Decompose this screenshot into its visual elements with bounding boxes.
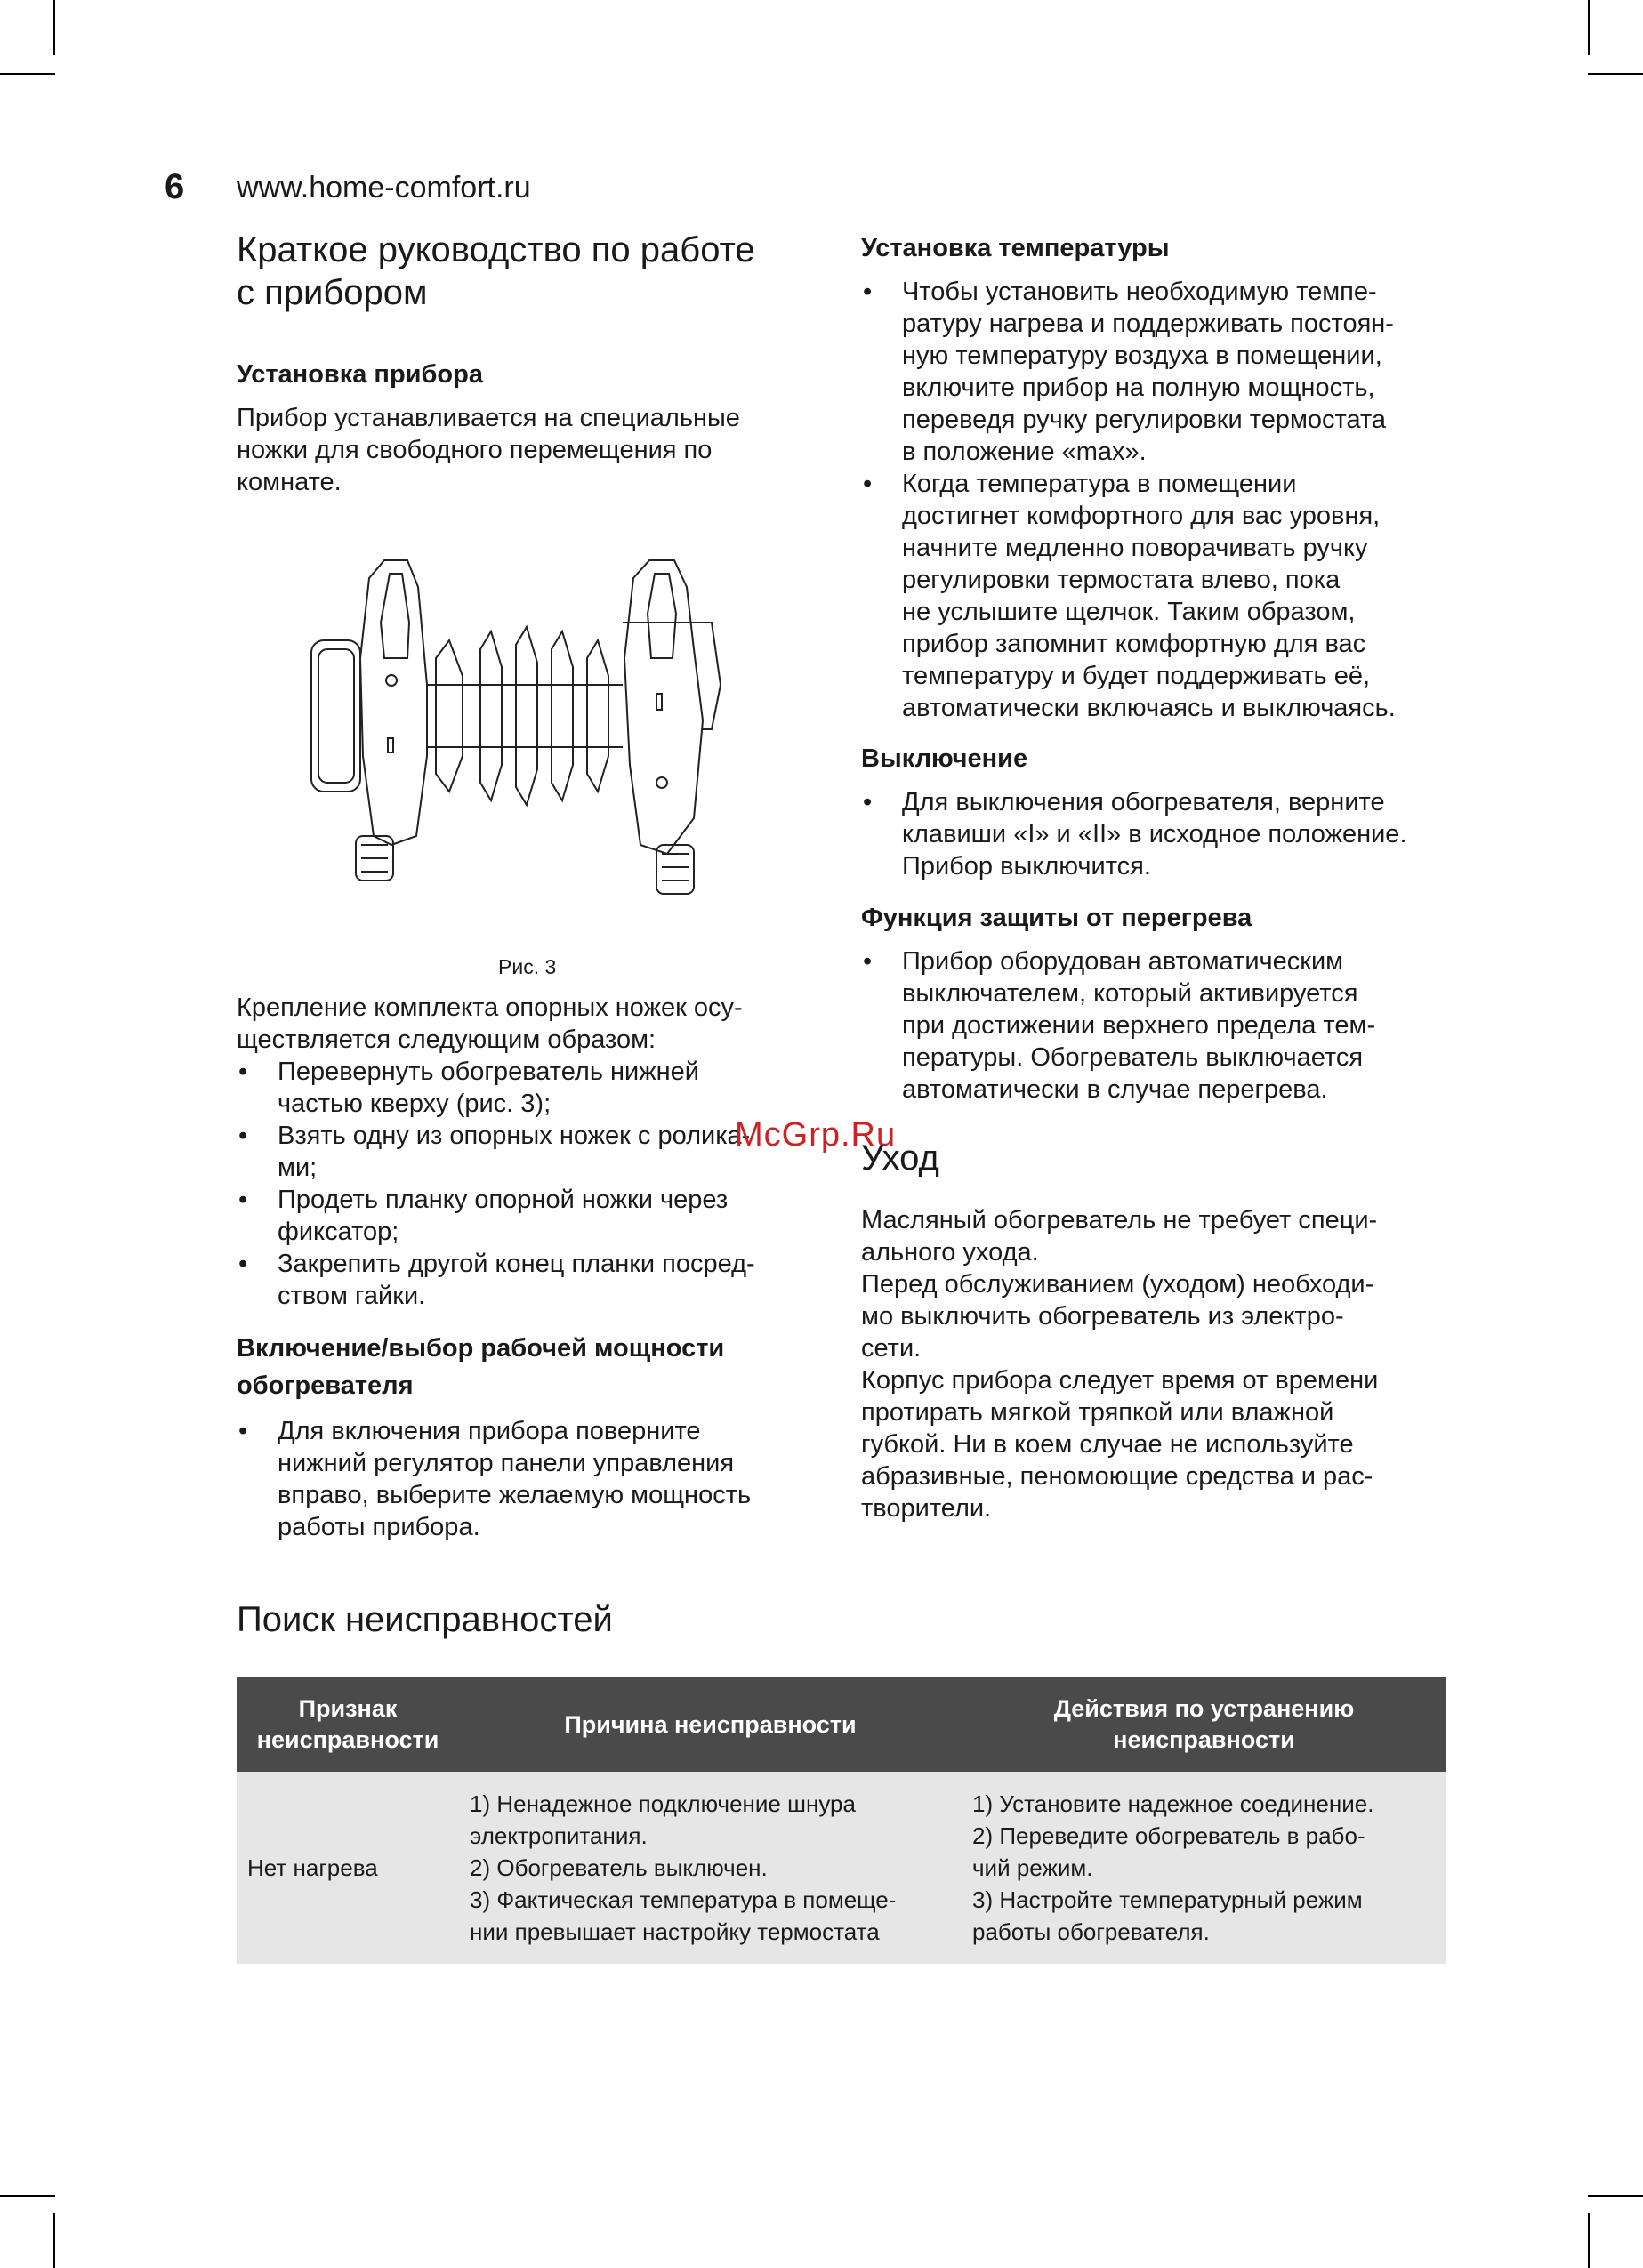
temperature-section (861, 229, 1448, 724)
list-item: • Прибор оборудован автоматическим выключателем, который активируется при достижении верхнего предела тем- пературы. Обогреватель выключается автоматически в случае перегрева. (861, 945, 1448, 1106)
column-header: Действия по устранению неисправности (962, 1677, 1446, 1772)
off-heading: Выключение (861, 744, 1028, 773)
temperature-heading: Установка температуры (861, 234, 1170, 262)
symptom-cell: Нет нагрева (237, 1772, 459, 1964)
text-line: ществляется следующим образом: (237, 1025, 656, 1054)
text-line: абразивные, пеномоющие средства и рас- (861, 1462, 1373, 1491)
list-item: • Для выключения обогревателя, верните клавиши «I» и «II» в исходное положение. Прибор выключится. (861, 786, 1448, 882)
care-heading: Уход (861, 1138, 939, 1178)
text-line: Перед обслуживанием (уходом) необходи- (861, 1270, 1374, 1299)
title-line: с прибором (237, 273, 428, 312)
site-url: www.home-comfort.ru (237, 171, 531, 205)
install-heading: Установка прибора (237, 360, 483, 389)
crop-mark (1588, 73, 1643, 75)
legs-steps-list (237, 1056, 815, 1312)
text-line: губкой. Ни в коем случае не используйте (861, 1430, 1354, 1459)
power-list (237, 1415, 815, 1543)
list-item: • Чтобы установить необходимую темпе- ратуру нагрева и поддерживать постоян- ную температуру воздуха в помещении, включите прибор на полную мощность, переведя ручку регулировки термостата в положение «max». (861, 276, 1448, 468)
text-line: Масляный обогреватель не требует специ- (861, 1206, 1378, 1235)
list-item: • Закрепить другой конец планки посред- ством гайки. (237, 1248, 815, 1312)
crop-mark (0, 73, 55, 75)
text-line: Крепление комплекта опорных ножек осу- (237, 993, 743, 1022)
cause-cell: 1) Ненадежное подключение шнура электропитания. 2) Обогреватель выключен. 3) Фактическая температура в помеще- нии превышает настройку термостата (459, 1772, 962, 1964)
temperature-list (861, 276, 1448, 724)
off-list (861, 786, 1448, 882)
power-section (237, 1330, 815, 1543)
watermark: McGrp.Ru (735, 1116, 897, 1154)
list-item: • Перевернуть обогреватель нижней частью кверху (рис. 3); (237, 1056, 815, 1120)
list-item: • Взять одну из опорных ножек с ролика- ми; (237, 1120, 815, 1184)
list-item: • Для включения прибора поверните нижний регулятор панели управления вправо, выберите желаемую мощность работы прибора. (237, 1415, 815, 1543)
text-line: Прибор устанавливается на специальные (237, 404, 740, 432)
quick-guide-title (237, 229, 815, 314)
overheat-heading: Функция защиты от перегрева (861, 904, 1252, 932)
title-line: Краткое руководство по работе (237, 230, 755, 269)
table-row (237, 1772, 1446, 1964)
heater-figure (302, 551, 729, 916)
legs-section (237, 992, 815, 1312)
care-section (861, 1137, 1448, 1524)
text-line: творители. (861, 1494, 992, 1523)
crop-mark (53, 0, 55, 55)
column-header: Признак неисправности (237, 1677, 459, 1772)
power-heading: Включение/выбор рабочей мощности (237, 1334, 725, 1363)
install-section (237, 356, 815, 498)
crop-mark (1588, 2195, 1643, 2197)
text-line: ального ухода. (861, 1238, 1039, 1267)
figure-caption: Рис. 3 (498, 955, 557, 978)
column-header: Причина неисправности (459, 1677, 962, 1772)
power-heading: обогревателя (237, 1371, 414, 1400)
crop-mark (53, 2213, 55, 2268)
troubleshooting-title: Поиск неисправностей (237, 1600, 613, 1639)
text-line: Корпус прибора следует время от времени (861, 1366, 1379, 1395)
page-number: 6 (165, 167, 185, 206)
overheat-list (861, 945, 1448, 1106)
overheat-section (861, 899, 1448, 1106)
off-section (861, 740, 1448, 882)
troubleshooting-table (237, 1677, 1446, 1964)
action-cell: 1) Установите надежное соединение. 2) Переведите обогреватель в рабо- чий режим. 3) Настройте температурный режим работы обогревателя. (962, 1772, 1446, 1964)
crop-mark (1588, 0, 1590, 55)
table-header-row (237, 1677, 1446, 1772)
text-line: комнате. (237, 468, 342, 496)
list-item: • Когда температура в помещении достигнет комфортного для вас уровня, начните медленно поворачивать ручку регулировки термостата влево, пока не услышите щелчок. Таким образом, прибор запомнит комфортную для вас температуру и будет поддерживать её, автоматически включаясь и выключаясь. (861, 468, 1448, 724)
text-line: сети. (861, 1334, 922, 1363)
text-line: ножки для свободного перемещения по (237, 436, 713, 464)
crop-mark (1588, 2213, 1590, 2268)
crop-mark (0, 2195, 55, 2197)
text-line: мо выключить обогреватель из электро- (861, 1302, 1344, 1331)
list-item: • Продеть планку опорной ножки через фиксатор; (237, 1184, 815, 1248)
text-line: протирать мягкой тряпкой или влажной (861, 1398, 1334, 1427)
